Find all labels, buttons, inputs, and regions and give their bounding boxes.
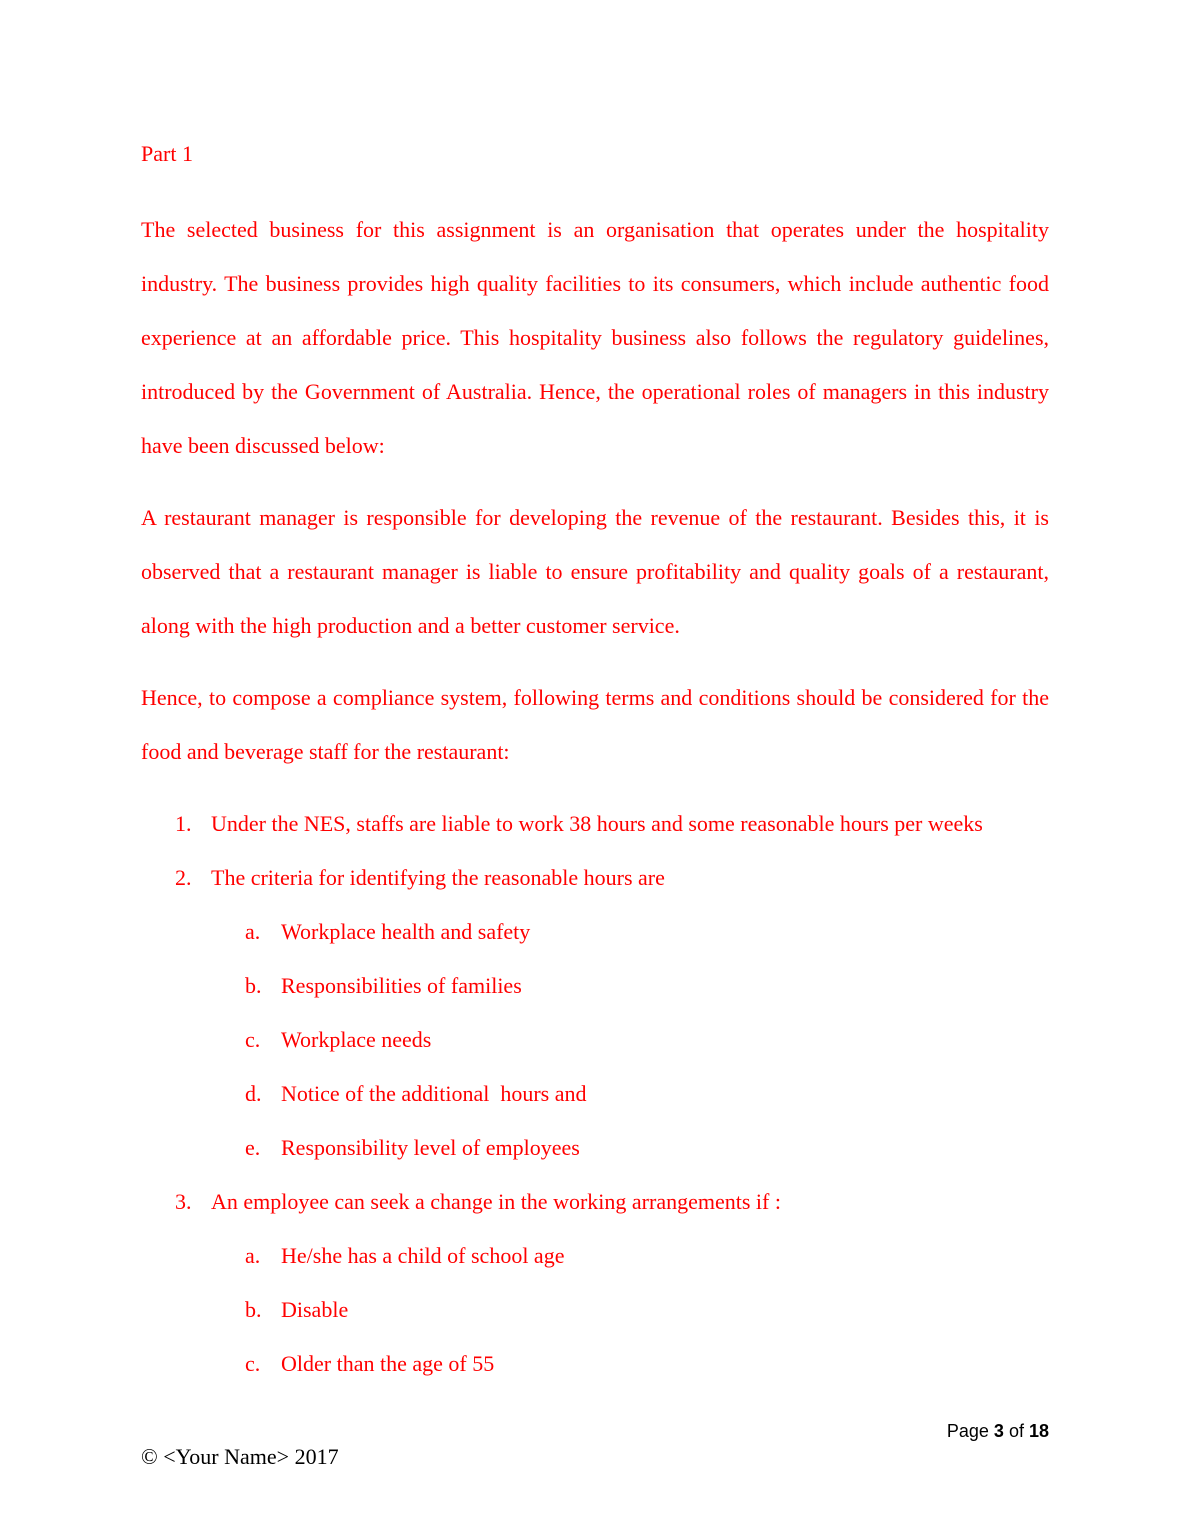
page-number <box>900 1416 1049 1446</box>
sub-list-item <box>141 1229 1049 1283</box>
list-item <box>141 851 1049 1175</box>
sub-list-letter: d. <box>245 1081 262 1106</box>
sub-list-letter: b. <box>245 973 262 998</box>
sub-list-letter: b. <box>245 1297 262 1322</box>
paragraph-compliance: Hence, to compose a compliance system, following terms and conditions should be considered for the food and beverage staff for the restaurant: <box>141 685 1049 764</box>
sub-list-item <box>141 1067 1049 1121</box>
list-number: 3. <box>175 1189 192 1214</box>
sub-list-letter: e. <box>245 1135 261 1160</box>
list-item-text: The criteria for identifying the reasonable hours are <box>211 865 665 890</box>
sub-list-item-text: Disable <box>281 1297 349 1322</box>
page-content <box>141 132 1049 1391</box>
sub-list-item-text: Notice of the additional hours and <box>281 1081 587 1106</box>
sub-list-letter: a. <box>245 919 261 944</box>
sub-list-item-text: Responsibilities of families <box>281 973 522 998</box>
sub-list-item <box>141 905 1049 959</box>
list-item-text: An employee can seek a change in the working arrangements if : <box>211 1189 781 1214</box>
paragraph-manager-role: A restaurant manager is responsible for developing the revenue of the restaurant. Besides this, it is observed that a restaurant manager is liable to ensure profitability and quality goals of a restaurant, along with the high production and a better customer service. <box>141 505 1049 638</box>
sub-list-item-text: Older than the age of 55 <box>281 1351 495 1376</box>
page-number-of: of <box>1008 1421 1024 1441</box>
sub-list-letter: a. <box>245 1243 261 1268</box>
sub-list-item <box>141 1283 1049 1337</box>
paragraph-intro: The selected business for this assignment is an organisation that operates under the hospitality industry. The business provides high quality facilities to its consumers, which include authentic food experience at an affordable price. This hospitality business also follows the regulatory guidelines, introduced by the Government of Australia. Hence, the operational roles of managers in this industry have been discussed below: <box>141 217 1049 458</box>
list-item <box>141 797 1049 851</box>
list-number: 1. <box>175 811 192 836</box>
compliance-list <box>141 797 1049 1391</box>
list-number: 2. <box>175 865 192 890</box>
reasonable-hours-criteria-list <box>211 905 1049 1175</box>
sub-list-item <box>141 1121 1049 1175</box>
sub-list-letter: c. <box>245 1351 261 1376</box>
sub-list-item-text: Workplace health and safety <box>281 919 531 944</box>
page-number-total: 18 <box>1028 1421 1049 1441</box>
section-heading: Part 1 <box>141 141 193 166</box>
sub-list-item-text: He/she has a child of school age <box>281 1243 565 1268</box>
sub-list-item-text: Responsibility level of employees <box>281 1135 580 1160</box>
list-item-text: Under the NES, staffs are liable to work 38 hours and some reasonable hours per weeks <box>211 811 983 836</box>
sub-list-item <box>141 1337 1049 1391</box>
working-arrangement-conditions-list <box>211 1229 1049 1391</box>
sub-list-letter: c. <box>245 1027 261 1052</box>
page-number-prefix: Page <box>946 1421 989 1441</box>
sub-list-item <box>141 1013 1049 1067</box>
page-number-current: 3 <box>993 1421 1004 1441</box>
list-item <box>141 1175 1049 1391</box>
sub-list-item-text: Workplace needs <box>281 1027 432 1052</box>
sub-list-item <box>141 959 1049 1013</box>
copyright-footer: © <Your Name> 2017 <box>141 1444 339 1469</box>
